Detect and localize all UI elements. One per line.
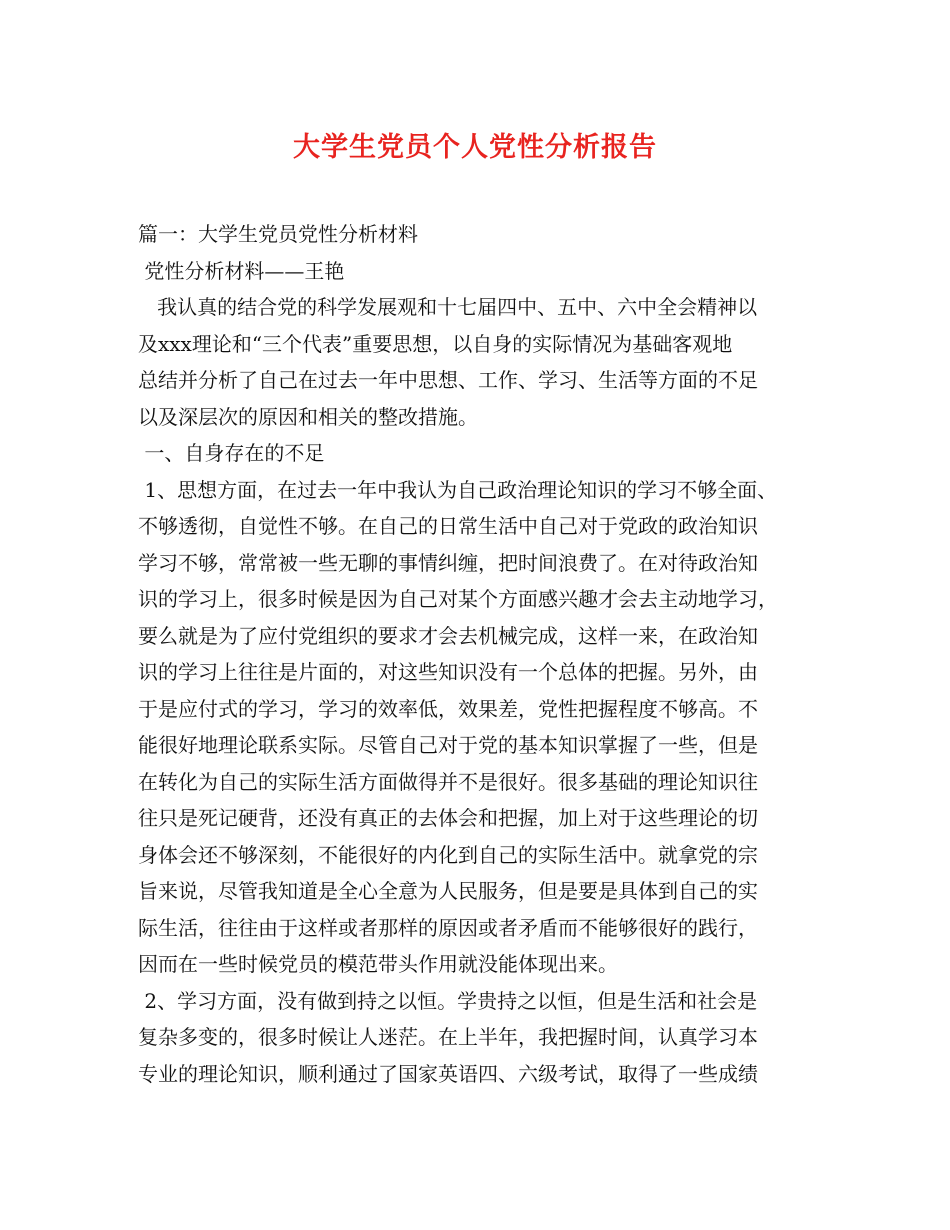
body-line: 于是应付式的学习，学习的效率低，效果差，党性把握程度不够高。不 — [138, 696, 758, 721]
body-line: 2、学习方面，没有做到持之以恒。学贵持之以恒，但是生活和社会是 — [138, 988, 758, 1013]
body-line: 不够透彻，自觉性不够。在自己的日常生活中自己对于党政的政治知识 — [138, 514, 758, 538]
body-line: 党性分析材料——王艳 — [138, 258, 345, 283]
body-line: 总结并分析了自己在过去一年中思想、工作、学习、生活等方面的不足 — [138, 368, 758, 392]
body-line: 学习不够，常常被一些无聊的事情纠缠，把时间浪费了。在对待政治知 — [138, 550, 758, 575]
body-line: 复杂多变的，很多时候让人迷茫。在上半年，我把握时间，认真学习本 — [138, 1025, 758, 1049]
body-line: 旨来说，尽管我知道是全心全意为人民服务，但是要是具体到自己的实 — [138, 879, 758, 903]
document-title: 大学生党员个人党性分析报告 — [293, 132, 657, 163]
body-line: 篇一：大学生党员党性分析材料 — [138, 222, 418, 246]
body-line: 身体会还不够深刻，不能很好的内化到自己的实际生活中。就拿党的宗 — [138, 842, 758, 867]
document-body — [138, 216, 828, 1092]
body-line: 在转化为自己的实际生活方面做得并不是很好。很多基础的理论知识往 — [138, 769, 758, 794]
body-line: 识的学习上，很多时候是因为自己对某个方面感兴趣才会去主动地学习， — [138, 587, 778, 611]
body-line: 要么就是为了应付党组织的要求才会去机械完成，这样一来，在政治知 — [138, 623, 758, 648]
body-line: 一、自身存在的不足 — [138, 441, 325, 465]
body-line: 识的学习上往往是片面的，对这些知识没有一个总体的把握。另外，由 — [138, 660, 758, 684]
body-line: 能很好地理论联系实际。尽管自己对于党的基本知识掌握了一些，但是 — [138, 733, 758, 757]
body-line: 因而在一些时候党员的模范带头作用就没能体现出来。 — [138, 952, 618, 976]
body-line: 1、思想方面，在过去一年中我认为自己政治理论知识的学习不够全面、 — [138, 477, 778, 502]
body-line: 及xxx理论和“三个代表”重要思想，以自身的实际情况为基础客观地 — [138, 331, 733, 356]
body-line: 以及深层次的原因和相关的整改措施。 — [138, 404, 478, 429]
body-line: 际生活，往往由于这样或者那样的原因或者矛盾而不能够很好的践行， — [138, 915, 758, 940]
body-line: 我认真的结合党的科学发展观和十七届四中、五中、六中全会精神以 — [138, 295, 758, 319]
body-line: 专业的理论知识，顺利通过了国家英语四、六级考试，取得了一些成绩 — [138, 1061, 758, 1086]
body-line: 往只是死记硬背，还没有真正的去体会和把握，加上对于这些理论的切 — [138, 806, 758, 830]
